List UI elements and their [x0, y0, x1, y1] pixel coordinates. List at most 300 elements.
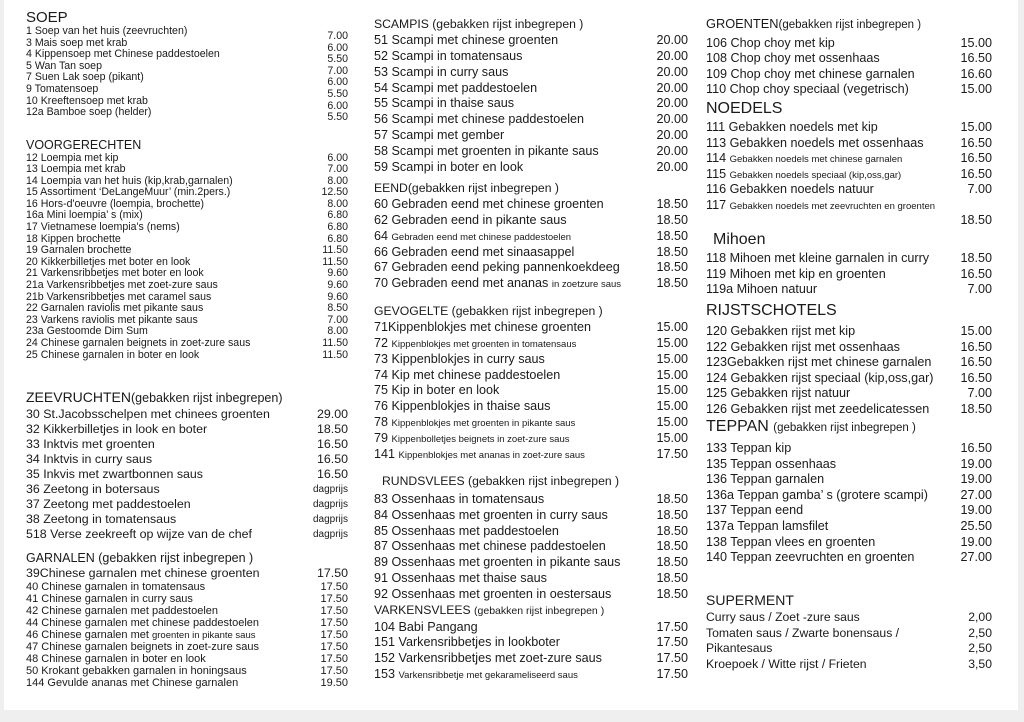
menu-item [706, 519, 1002, 535]
menu-item-name-main: 25 Chinese garnalen in boter en look [26, 348, 200, 361]
menu-item-price: 7.00 [967, 386, 992, 401]
menu-item-name [26, 593, 193, 605]
menu-item-price: 15.00 [960, 324, 992, 338]
menu-item-name-main: 60 Gebraden eend met chinese groenten [374, 197, 604, 212]
section-subtitle: (gebakken rijst inbegrepen ) [474, 605, 605, 617]
menu-item [26, 452, 348, 467]
menu-item [706, 535, 1002, 551]
menu-item-name [26, 605, 218, 617]
menu-item-price: 7.00 [967, 282, 992, 297]
menu-item-name-main: 7 Suen Lak soep (pikant) [26, 71, 144, 84]
section-title: SCAMPIS (gebakken rijst inbegrepen ) [374, 17, 584, 31]
menu-item [374, 197, 688, 213]
menu-item-name-main: 10 Kreeftensoep met krab [26, 94, 148, 107]
section-zeevruchten [26, 390, 348, 542]
menu-item-name-main: 120 Gebakken rijst met kip [706, 324, 856, 338]
menu-item-price: 6.80 [327, 221, 348, 234]
menu-item-name-main: 144 Gevulde ananas met Chinese garnalen [26, 676, 239, 689]
menu-item-price: 18.50 [960, 212, 992, 227]
menu-item-price: 6.00 [327, 76, 348, 89]
menu-item-name-main: 35 Inkvis met zwartbonnen saus [26, 466, 204, 481]
menu-item-price: 18.50 [656, 570, 688, 585]
menu-item-name [706, 535, 875, 551]
section-title-main: VARKENSVLEES [374, 603, 475, 617]
menu-item-name [26, 527, 252, 542]
menu-item-price: 7.00 [327, 163, 348, 176]
section-title: GARNALEN (gebakken rijst inbegrepen ) [26, 551, 254, 565]
menu-item-name-main: 57 Scampi met gember [374, 127, 505, 142]
menu-item [374, 276, 688, 292]
menu-item-price: 15.00 [960, 82, 992, 97]
menu-item-price: 18.50 [656, 555, 688, 570]
section-title: SUPERMENT [706, 592, 794, 608]
menu-item-name-main: 37 Zeetong met paddestoelen [26, 496, 191, 511]
menu-item-name [374, 128, 504, 144]
menu-item-price: 15.00 [656, 399, 688, 414]
menu-item-name [706, 82, 909, 98]
menu-item-name [706, 657, 867, 673]
menu-item-name [706, 251, 929, 267]
menu-item [374, 112, 688, 128]
menu-item-price: 20.00 [656, 80, 688, 95]
menu-item [374, 635, 688, 651]
menu-item-price: 5.50 [327, 111, 348, 124]
section-title: RUNDSVLEES (gebakken rijst inbegrepen ) [382, 474, 620, 488]
menu-item-price: 9.60 [327, 279, 348, 292]
section-title: GEVOGELTE (gebakken rijst inbegrepen ) [374, 304, 603, 318]
menu-item-name-main: 138 Teppan vlees en groenten [706, 534, 876, 549]
menu-item [706, 457, 1002, 473]
menu-item-name [374, 213, 567, 229]
menu-item-name-main: 21 Varkensribbetjes met boter en look [26, 267, 204, 280]
menu-item-name-main: 64 [374, 228, 392, 243]
section-rijstschotels [706, 303, 1002, 418]
menu-item-name-main: 122 Gebakken rijst met ossenhaas [706, 339, 900, 354]
menu-item-name-main: 13 Loempia met krab [26, 163, 126, 176]
menu-item-name [374, 539, 606, 555]
section-scampis [374, 18, 688, 175]
menu-item [374, 368, 688, 384]
menu-item-name-main: 23 Varkens raviolis met pikante saus [26, 313, 198, 326]
menu-item [374, 508, 688, 524]
menu-item-name-main: 5 Wan Tan soep [26, 59, 102, 72]
menu-item-name [374, 492, 544, 508]
menu-item [374, 431, 688, 447]
menu-item-name-main: 39Chinese garnalen met chinese groenten [26, 565, 260, 580]
menu-item-name [706, 371, 934, 387]
menu-item-name-main: 33 Inktvis met groenten [26, 436, 155, 451]
menu-item [706, 267, 1002, 283]
section-subtitle: (gebakken rijst inbegrepen) [131, 391, 283, 405]
menu-item-name [374, 81, 537, 97]
section-title [706, 18, 1002, 32]
menu-item-price: 17.50 [316, 565, 348, 580]
menu-item-price: 16.50 [960, 339, 992, 354]
menu-item-name [374, 651, 602, 667]
menu-item [706, 136, 1002, 152]
menu-item-name-main: 36 Zeetong in botersaus [26, 481, 160, 496]
menu-item-price: 2,50 [968, 641, 992, 656]
section-groenten [706, 18, 1002, 98]
menu-item-name-main: 119 Mihoen met kip en groenten [706, 266, 886, 281]
menu-item-price: dagprijs [312, 483, 348, 495]
menu-item [26, 512, 348, 527]
menu-item-price: 17.50 [320, 652, 348, 665]
menu-item-name-main: Tomaten saus / Zwarte bonensaus / [706, 625, 900, 640]
menu-item-name-main: 76 Kippenblokjes in thaise saus [374, 399, 551, 414]
menu-item [706, 472, 1002, 488]
menu-item [706, 324, 1002, 340]
menu-item-price: 18.50 [656, 213, 688, 227]
menu-item-name [374, 49, 522, 65]
menu-item-price: 11.50 [322, 255, 348, 268]
menu-item-price: 11.50 [322, 348, 348, 361]
menu-item-name-main: 12a Bamboe soep (helder) [26, 106, 152, 119]
menu-item-name-main: 110 Chop choy speciaal (vegetrisch) [706, 82, 909, 97]
menu-item [374, 555, 688, 571]
menu-item-name-main: 119a Mihoen natuur [706, 282, 818, 297]
menu-item-price: 16.50 [960, 370, 992, 385]
menu-item-price: 18.50 [316, 421, 348, 436]
section-title: Mihoen [713, 231, 766, 248]
menu-item-name-main: 106 Chop choy met kip [706, 35, 835, 50]
menu-item-price: 20.00 [656, 127, 688, 142]
menu-item-price: 16.50 [960, 135, 992, 150]
menu-item-name [706, 441, 791, 457]
menu-item-price: 6.00 [327, 151, 348, 164]
menu-item [26, 629, 348, 641]
menu-item-name [374, 524, 559, 540]
menu-item-name-main: 136a Teppan gamba’ s (grotere scampi) [706, 487, 928, 502]
menu-item-name-main: 3 Mais soep met krab [26, 36, 128, 49]
menu-item-name-detail: Kippenblokjes met ananas in zoet-zure saus [398, 449, 585, 461]
section-title: SOEP [26, 9, 68, 26]
menu-item-name [706, 457, 836, 473]
menu-item-name-detail: Gebakken noedels met chinese garnalen [729, 154, 903, 166]
menu-item [374, 33, 688, 49]
menu-item-name [706, 36, 835, 52]
menu-item-name-main: Curry saus / Zoet -zure saus [706, 610, 860, 624]
menu-item [374, 587, 688, 603]
menu-item-name-main: 124 Gebakken rijst speciaal (kip,oss,gar) [706, 370, 934, 385]
menu-item-price: 19.50 [320, 676, 348, 689]
section-garnalen [26, 552, 348, 689]
menu-item-price: 17.50 [320, 628, 348, 641]
menu-item [26, 527, 348, 542]
menu-item [374, 383, 688, 399]
menu-item-price: 6.80 [327, 209, 348, 222]
menu-item-price: 15.00 [960, 120, 992, 134]
menu-item-name-detail: Gebakken noedels met zeevruchten en groenten [729, 200, 936, 212]
menu-item-price: 20.00 [656, 49, 688, 63]
section-mihoen [706, 232, 1002, 248]
menu-item-price: 18.50 [656, 539, 688, 554]
menu-item-name [706, 136, 924, 152]
menu-item-name-main: 19 Garnalen brochette [26, 244, 132, 257]
menu-item [706, 198, 1002, 228]
menu-item-price: 16.50 [960, 266, 992, 281]
menu-item [26, 467, 348, 482]
menu-item [706, 340, 1002, 356]
menu-item-name-main: 114 [706, 151, 730, 166]
section-title-main: GROENTEN [706, 16, 779, 31]
menu-item-name [706, 324, 855, 340]
menu-item-price: 9.60 [327, 290, 348, 303]
menu-item [374, 96, 688, 112]
menu-item-name-main: 18 Kippen brochette [26, 232, 121, 245]
menu-item-price: 19.00 [960, 472, 992, 487]
menu-item-price: 8.50 [327, 302, 348, 315]
menu-item-name [374, 555, 620, 571]
menu-item-price: 9.60 [327, 267, 348, 280]
menu-item [26, 407, 348, 422]
menu-item-name-main: 118 Mihoen met kleine garnalen in curry [706, 251, 930, 265]
menu-item-name [26, 107, 151, 119]
menu-item-name [26, 497, 191, 512]
menu-item-name [374, 431, 570, 448]
menu-item-price: 8.00 [327, 197, 348, 210]
menu-item-price: 6.00 [327, 99, 348, 112]
menu-item-name-main: 126 Gebakken rijst met zeedelicatessen [706, 401, 930, 416]
menu-item-price: 11.50 [322, 244, 348, 257]
menu-item-name [26, 512, 176, 527]
menu-item-price: 18.50 [656, 197, 688, 212]
section-mihoen-items [706, 249, 1002, 298]
menu-item [706, 36, 1002, 52]
section-voorgerechten [26, 139, 348, 361]
menu-item-name-main: 104 Babi Pangang [374, 619, 478, 634]
menu-item-price: 2,50 [968, 625, 992, 640]
menu-item-price: 20.00 [656, 143, 688, 158]
menu-item-name-main: 30 St.Jacobsschelpen met chinees groenten [26, 406, 270, 421]
menu-item-name-main: 111 Gebakken noedels met kip [706, 120, 878, 134]
menu-item-name-main: 20 Kikkerbilletjes met boter en look [26, 255, 191, 268]
menu-item-price: 17.50 [320, 592, 348, 605]
section-rundsvlees-items [374, 490, 688, 603]
menu-item-name-main: 66 Gebraden eend met sinaasappel [374, 244, 575, 259]
menu-item [26, 677, 348, 689]
menu-item [706, 51, 1002, 67]
menu-item-name [706, 386, 850, 402]
menu-item-name-main: 1 Soep van het huis (zeevruchten) [26, 25, 188, 37]
section-superment [706, 593, 1002, 672]
menu-item-name-main: 153 [374, 666, 399, 681]
menu-item-name-main: 50 Krokant gebakken garnalen in honingsaus [26, 664, 247, 677]
menu-item [374, 399, 688, 415]
menu-item-name [706, 402, 929, 418]
menu-item-price: 16.50 [316, 451, 348, 466]
menu-item [374, 229, 688, 245]
menu-item-name-main: 91 Ossenhaas met thaise saus [374, 570, 547, 585]
menu-item-name-main: 16 Hors-d'oeuvre (loempia, brochette) [26, 197, 205, 210]
menu-item-name-main: 55 Scampi in thaise saus [374, 96, 515, 111]
menu-item-price: 16.50 [960, 151, 992, 166]
menu-item [374, 651, 688, 667]
menu-item-price: 27.00 [960, 550, 992, 565]
menu-item-name-main: 21a Varkensribbetjes met zoet-zure saus [26, 279, 218, 292]
menu-item-name [706, 503, 803, 519]
menu-item-price: 19.00 [960, 503, 992, 518]
menu-item-name [706, 355, 931, 371]
section-teppan [706, 419, 1002, 566]
menu-item [374, 245, 688, 261]
menu-item-name-main: 78 [374, 414, 392, 429]
menu-item-name-detail: groenten in pikante saus [151, 629, 256, 641]
menu-item-name-main: 52 Scampi in tomatensaus [374, 49, 523, 63]
menu-item-name-main: 56 Scampi met chinese paddestoelen [374, 112, 585, 127]
menu-item-name-main: 141 [374, 446, 399, 461]
menu-item-name-main: 75 Kip in boter en look [374, 383, 500, 398]
menu-item-price: 18.50 [656, 492, 688, 506]
menu-item-name-main: 22 Garnalen raviolis met pikante saus [26, 302, 204, 315]
menu-item-price: 18.50 [656, 260, 688, 275]
menu-item-name-main: 74 Kip met chinese paddestoelen [374, 367, 561, 382]
menu-item-name-main: 32 Kikkerbilletjes in look en boter [26, 421, 208, 436]
menu-item-price: 12.50 [321, 186, 348, 199]
menu-item-price: 20.00 [656, 64, 688, 79]
section-title: NOEDELS [706, 100, 783, 117]
menu-item [706, 550, 1002, 566]
menu-item-name [26, 617, 259, 629]
section-rundsvlees [374, 475, 688, 487]
menu-item [374, 160, 688, 176]
menu-item-price: 8.00 [327, 174, 348, 187]
menu-item-name-main: 115 [706, 166, 730, 181]
menu-item-name [374, 415, 575, 432]
menu-item-price: 7.00 [967, 182, 992, 197]
menu-item-price: 3,50 [968, 656, 992, 671]
menu-item [26, 566, 348, 581]
menu-item-price: 17.50 [320, 580, 348, 593]
menu-item-name-main: Kroepoek / Witte rijst / Frieten [706, 656, 867, 671]
menu-item-price: 5.50 [327, 87, 348, 100]
menu-item-price: 17.50 [656, 666, 688, 681]
menu-item [706, 657, 1002, 673]
menu-item-name-main: 136 Teppan garnalen [706, 472, 825, 487]
menu-item [706, 610, 1002, 626]
menu-item-name [374, 276, 621, 293]
menu-item-price: 18.50 [656, 244, 688, 259]
menu-item-price: 20.00 [656, 33, 688, 48]
menu-item-name [374, 508, 608, 524]
menu-item [706, 120, 1002, 136]
menu-item-name-main: 42 Chinese garnalen met paddestoelen [26, 604, 219, 617]
menu-item-name-main: 40 Chinese garnalen in tomatensaus [26, 580, 206, 593]
menu-item [374, 352, 688, 368]
menu-item-name [26, 350, 199, 362]
menu-page [4, 0, 1018, 710]
menu-item-name-main: 4 Kippensoep met Chinese paddestoelen [26, 48, 220, 61]
menu-item-price: 18.50 [656, 276, 688, 291]
menu-item-name-main: 70 Gebraden eend met ananas [374, 276, 552, 291]
menu-item-name-main: 87 Ossenhaas met chinese paddestoelen [374, 539, 606, 554]
menu-item-name-main: 54 Scampi met paddestoelen [374, 80, 538, 95]
menu-item-name-main: 92 Ossenhaas met groenten in oestersaus [374, 586, 612, 601]
menu-item-name-main: 53 Scampi in curry saus [374, 64, 509, 79]
section-title: EEND(gebakken rijst inbegrepen ) [374, 181, 559, 195]
menu-item-price: 15.00 [656, 414, 688, 429]
menu-item-price: 18.50 [960, 251, 992, 265]
menu-item [374, 539, 688, 555]
menu-item-name-main: 71Kippenblokjes met chinese groenten [374, 320, 592, 335]
menu-item [26, 437, 348, 452]
menu-item [706, 626, 1002, 642]
menu-item [26, 497, 348, 512]
menu-item-name [26, 677, 238, 689]
menu-item [374, 213, 688, 229]
menu-item-price: 8.00 [327, 325, 348, 338]
menu-item-price: 15.00 [656, 383, 688, 398]
menu-item-name-main: 21b Varkensribbetjes met caramel saus [26, 290, 212, 303]
menu-item-name [374, 587, 611, 603]
menu-item-name [374, 667, 578, 684]
menu-item-name-main: 152 Varkensribbetjes met zoet-zure saus [374, 651, 602, 666]
menu-item-name-main: 117 [706, 197, 730, 212]
menu-item [706, 441, 1002, 457]
menu-item-price: 2,00 [968, 610, 992, 624]
menu-item-price: 17.50 [320, 604, 348, 617]
menu-item-name-main: 518 Verse zeekreeft op wijze van de chef [26, 526, 252, 541]
menu-item-name-main: Pikantesaus [706, 641, 773, 656]
menu-item [374, 336, 688, 352]
menu-item-name [26, 482, 160, 497]
menu-item-name-main: 137a Teppan lamsfilet [706, 518, 829, 533]
menu-item [26, 350, 348, 362]
menu-item-name-main: 83 Ossenhaas in tomatensaus [374, 492, 545, 506]
menu-item [26, 482, 348, 497]
menu-item-name [26, 452, 152, 467]
menu-item-name [374, 96, 514, 112]
menu-item-name-main: 72 [374, 336, 392, 350]
menu-item-name [26, 422, 207, 437]
menu-item-price: 18.50 [656, 228, 688, 243]
menu-item-name [374, 65, 508, 81]
menu-item-name [26, 566, 260, 581]
menu-item-name [26, 641, 259, 653]
menu-item-name [26, 407, 270, 422]
menu-item-name-main: 12 Loempia met kip [26, 151, 119, 164]
menu-item [706, 371, 1002, 387]
menu-item-name-detail: Gebakken noedels speciaal (kip,oss,gar) [729, 169, 902, 181]
menu-item-price: 17.50 [320, 616, 348, 629]
menu-item-name-main: 125 Gebakken rijst natuur [706, 386, 851, 401]
menu-item-name [706, 67, 915, 83]
menu-item-name [706, 610, 860, 626]
menu-item-name-main: 151 Varkensribbetjes in lookboter [374, 635, 560, 650]
menu-item-name [374, 160, 523, 176]
menu-item-name-main: 113 Gebakken noedels met ossenhaas [706, 135, 924, 150]
menu-item [26, 593, 348, 605]
menu-item [374, 571, 688, 587]
menu-item-name-main: 38 Zeetong in tomatensaus [26, 511, 177, 526]
menu-item-price: 25.50 [960, 518, 992, 533]
menu-item [374, 49, 688, 65]
menu-item-name-main: 16a Mini loempia’ s (mix) [26, 209, 143, 222]
menu-item [706, 151, 1002, 167]
menu-item-name [706, 51, 880, 67]
menu-item-price: 15.00 [656, 430, 688, 445]
menu-item-name [374, 260, 620, 276]
menu-item-name [374, 368, 560, 384]
menu-item [374, 128, 688, 144]
menu-item-name [706, 550, 914, 566]
menu-item-name [706, 488, 928, 504]
menu-item-name [706, 167, 901, 184]
menu-item [706, 67, 1002, 83]
menu-item [706, 167, 1002, 183]
menu-item-price: 16.50 [960, 355, 992, 370]
menu-item-price: 16.50 [960, 51, 992, 66]
